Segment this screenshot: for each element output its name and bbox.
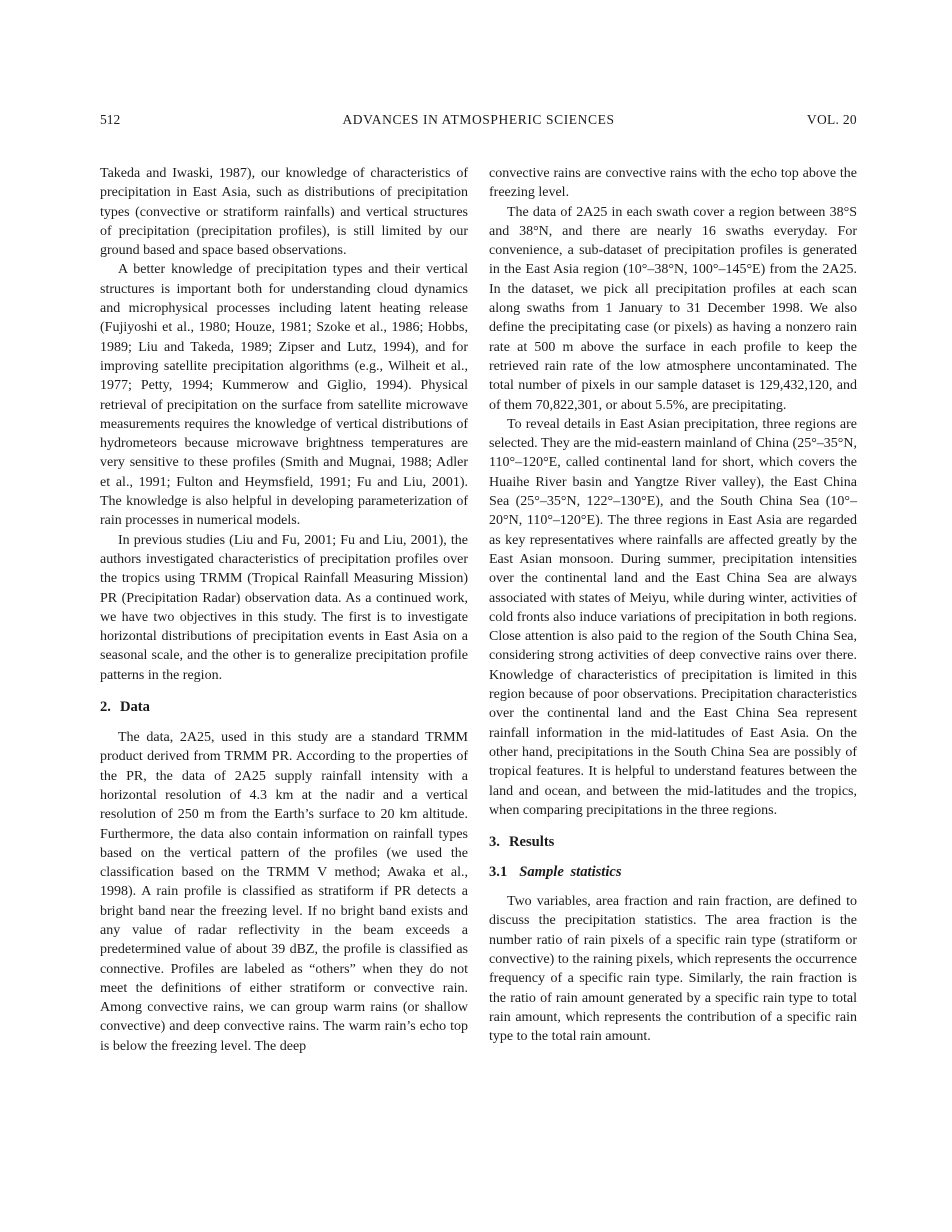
left-column <box>100 164 468 1056</box>
subsection-number: 3.1 <box>489 864 508 881</box>
paragraph-convective-continued: convective rains are convective rains with the echo top above the freezing level. <box>489 166 857 201</box>
section-title: Results <box>508 834 555 851</box>
journal-title: ADVANCES IN ATMOSPHERIC SCIENCES <box>342 112 615 127</box>
paragraph-swath-dataset: The data of 2A25 in each swath cover a region between 38°S and 38°N, and there are nearly 16 swaths everyday. For convenience, a sub-dataset of precipitation profiles is generated in the East Asia region (10°–38°N, 100°–145°E) from the 2A25. In the dataset, we pick all precipitation profiles at each scan along swaths from 1 January to 31 December 1998. We also define the precipitating case (or pixels) as having a nonzero rain rate at 500 m above the surface in each profile to keep the retrieved rain rate of the low atmosphere uncontaminated. The total number of pixels in our sample dataset is 129,432,120, and of them 70,822,301, or about 5.5%, are precipitating. <box>489 204 857 413</box>
volume-label: VOL. 20 <box>806 112 857 127</box>
subsection-heading-sample-statistics <box>489 863 857 882</box>
two-column-body <box>100 164 857 1056</box>
subsection-title: Sample statistics <box>519 864 622 881</box>
section-title: Data <box>119 699 150 716</box>
paragraph-data-description: The data, 2A25, used in this study are a standard TRMM product derived from TRMM PR. According to the properties of the PR, the data of 2A25 supply rainfall intensity with a horizontal resolution of 4.3 km at the nadir and a vertical resolution of 250 m from the Earth’s surface to 20 km altitude. Furthermore, the data also contain information on rainfall types based on the vertical pattern of the profiles (we used the classification based on the TRMM V method; Awaka et al., 1998). A rain profile is classified as stratiform if PR detects a bright band near the freezing level. If no bright band exists and any value of radar reflectivity in the beam exceeds a predetermined value of about 39 dBZ, the profile is classified as connective. Profiles are labeled as “others” when they do not meet the definitions of either stratiform or convective rain. Among convective rains, we can group warm rains (or shallow convective) and deep convective rains. The warm rain’s echo top is below the freezing level. The deep <box>100 730 468 1054</box>
paragraph-intro-continued: Takeda and Iwaski, 1987), our knowledge of characteristics of precipitation in East Asia, such as distributions of precipitation types (convective or stratiform rainfalls) and vertical structures of precipitation (precipitation profiles), is still limited by our ground based and space based observations. <box>100 166 468 259</box>
right-column <box>489 164 857 1056</box>
section-heading-data <box>100 698 468 717</box>
section-heading-results <box>489 833 857 852</box>
section-number: 3. <box>489 834 500 851</box>
paragraph-two-variables: Two variables, area fraction and rain fraction, are defined to discuss the precipitation statistics. The area fraction is the number ratio of rain pixels of a specific rain type (stratiform or convective) to the raining pixels, which represents the occurrence frequency of a specific rain type. Similarly, the rain fraction is the ratio of rain amount generated by a specific rain type to total rain amount, which represents the contribution of a specific rain type to the total rain amount. <box>489 894 857 1045</box>
running-header <box>100 112 857 128</box>
paragraph-previous-studies: In previous studies (Liu and Fu, 2001; Fu and Liu, 2001), the authors investigated characteristics of precipitation profiles over the tropics using TRMM (Tropical Rainfall Measuring Mission) PR (Precipitation Radar) observation data. As a continued work, we have two objectives in this study. The first is to investigate horizontal distributions of precipitation events in East Asia on a seasonal scale, and the other is to generalize precipitation profile patterns in the region. <box>100 532 468 683</box>
paragraph-three-regions: To reveal details in East Asian precipitation, three regions are selected. They are the mid-eastern mainland of China (25°–35°N, 110°–120°E, called continental land for short, which covers the Huaihe River basin and Yangtze River valley), the East China Sea (25°–35°N, 122°–130°E), and the South China Sea (10°–20°N, 110°–120°E). The three regions in East Asia are regarded as key representatives where rainfalls are affected greatly by the East Asian monsoon. During summer, precipitation intensities over the continental land and the East China Sea are always associated with states of Meiyu, while during winter, activities of cold fronts also induce variations of precipitation in both regions. Close attention is also paid to the region of the South China Sea, considering strong activities of deep convective rains over there. Knowledge of characteristics of precipitation is limited in this region because of poor observations. Precipitation characteristics over the continental land and the East China Sea represent rainfall information in the mid-latitudes of East Asia. On the other hand, precipitations in the South China Sea are possibly of tropical features. It is helpful to understand features between the land and ocean, and between the mid-latitudes and the tropics, when comparing precipitations in the three regions. <box>489 416 857 818</box>
page-number: 512 <box>100 112 121 127</box>
paragraph-better-knowledge: A better knowledge of precipitation types and their vertical structures is important both for understanding cloud dynamics and microphysical processes including latent heating release (Fujiyoshi et al., 1980; Houze, 1981; Szoke et al., 1986; Hobbs, 1989; Liu and Takeda, 1989; Zipser and Lutz, 1994), and for improving satellite precipitation algorithms (e.g., Wilheit et al., 1977; Petty, 1994; Kummerow and Giglio, 1994). Physical retrieval of precipitation on the surface from satellite microwave measurements requires the knowledge of vertical distributions of hydrometeors because microwave brightness temperatures are very sensitive to these profiles (Smith and Mugnai, 1988; Adler et al., 1991; Fulton and Heymsfield, 1991; Fu and Liu, 2001). The knowledge is also helpful in developing parameterization of rain processes in numerical models. <box>100 262 468 529</box>
section-number: 2. <box>100 699 111 716</box>
